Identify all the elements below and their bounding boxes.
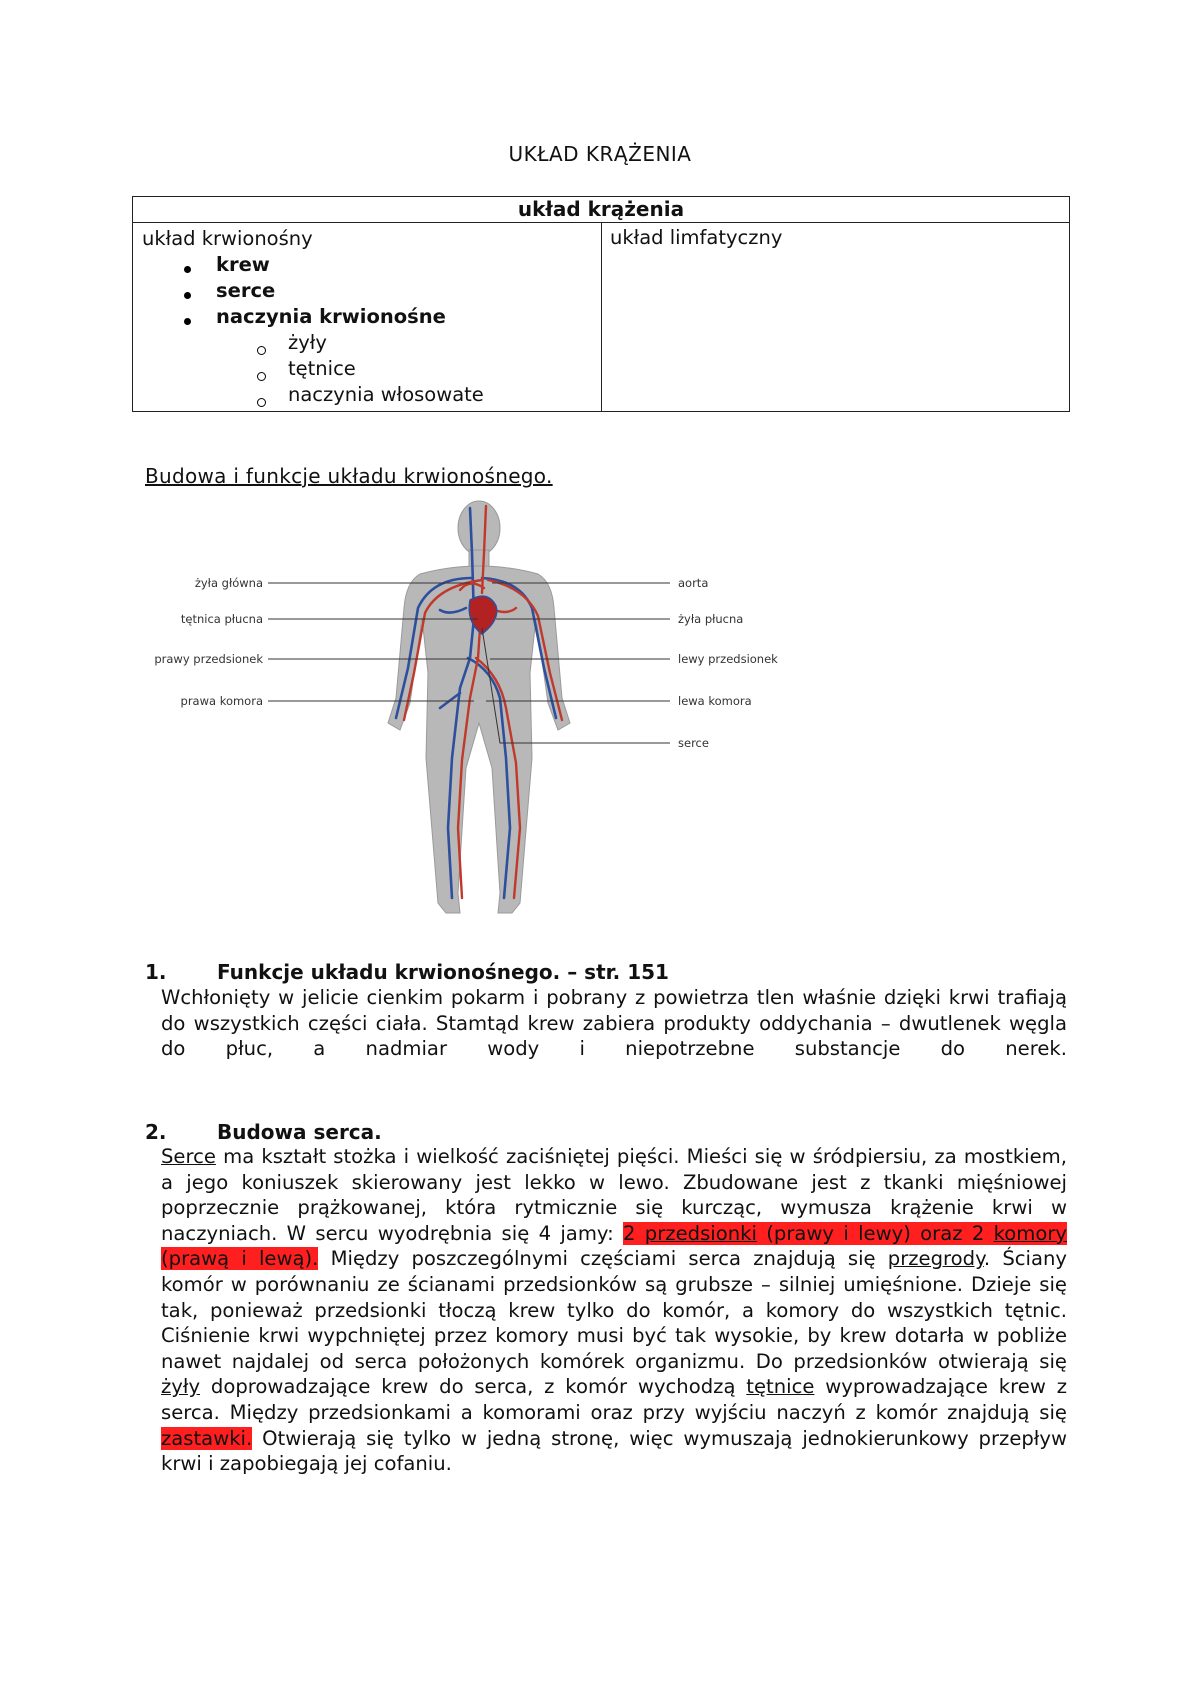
label-vena-cava: żyła główna	[194, 576, 263, 590]
term-serce: Serce	[161, 1145, 216, 1168]
sub-list-item: naczynia włosowate	[288, 383, 484, 406]
label-heart: serce	[678, 736, 709, 750]
body-figure	[154, 498, 810, 922]
sub-list-item: żyły	[288, 331, 327, 354]
circulation-table	[132, 196, 1070, 412]
highlight-chambers: 2 przedsionki (prawy i lewy) oraz 2 komory (prawą i lewą).	[161, 1221, 1067, 1271]
label-right-ventricle: prawa komora	[180, 694, 263, 708]
sub-list-item: tętnice	[288, 357, 356, 380]
term-przegrody: przegrody	[887, 1247, 984, 1271]
label-right-atrium: prawy przedsionek	[154, 652, 263, 666]
label-aorta: aorta	[678, 576, 709, 590]
term-tetnice: tętnice	[746, 1375, 815, 1399]
page-title: UKŁAD KRĄŻENIA	[508, 142, 692, 166]
label-left-ventricle: lewa komora	[678, 694, 752, 708]
list-item: krew	[216, 253, 270, 276]
circulatory-system-diagram	[154, 498, 810, 922]
table-header: układ krążenia	[133, 197, 1069, 223]
section-2-heading: 2. Budowa serca.	[145, 1120, 382, 1144]
term-zyly: żyły	[161, 1375, 201, 1399]
list-item: naczynia krwionośne	[216, 305, 446, 328]
label-pulmonary-artery: tętnica płucna	[180, 612, 263, 626]
section-2-text: Serce ma kształt stożka i wielkość zaciśniętej pięści. Mieści się w śródpiersiu, za mostkiem, a jego koniuszek skierowany jest lekko w lewo. Zbudowane jest z tkanki mięśniowej poprzecznie prążkowanej, która rytmicznie się kurcząc, wymusza krążenie krwi w naczyniach. W sercu wyodrębnia się 4 jamy: 2 przedsionki (prawy i lewy) oraz 2 komory (prawą i lewą). Między poszczególnymi częściami serca znajdują się przegrody. Ściany komór w porównaniu ze ścianami przedsionków są grubsze – silniej umięśnione. Dzieje się tak, ponieważ przedsionki tłoczą krew tylko do komór, a komory do wszystkich tętnic. Ciśnienie krwi wypchniętej przez komory musi być tak wysokie, by krew dotarła w pobliże nawet najdalej od serca położonych komórek organizmu. Do przedsionków otwierają się żyły doprowadzające krew do serca, z komór wychodzą tętnice wyprowadzające krew z serca. Między przedsionkami a komorami oraz przy wyjściu naczyń z komór znajdują się zastawki. Otwierają się tylko w jedną stronę, więc wymuszają jednokierunkowy przepływ krwi i zapobiegają jej cofaniu.	[161, 1145, 1067, 1476]
section-heading: Budowa i funkcje układu krwionośnego.	[145, 464, 553, 488]
label-left-atrium: lewy przedsionek	[678, 652, 778, 666]
highlight-zastawki: zastawki.	[161, 1426, 253, 1450]
section-1-text: Wchłonięty w jelicie cienkim pokarm i pobrany z powietrza tlen właśnie dzięki krwi trafiają do wszystkich części ciała. Stamtąd krew zabiera produkty oddychania – dwutlenek węgla do płuc, a nadmiar wody i niepotrzebne substancje do nerek.	[161, 986, 1067, 1061]
list-item: serce	[216, 279, 276, 302]
section-1-heading: 1. Funkcje układu krwionośnego. – str. 151	[145, 960, 669, 984]
table-divider	[601, 223, 602, 411]
table-right-cell: układ limfatyczny	[610, 226, 783, 249]
label-pulmonary-vein: żyła płucna	[678, 612, 744, 626]
table-left-cell	[142, 226, 484, 408]
left-cell-title: układ krwionośny	[142, 227, 313, 250]
